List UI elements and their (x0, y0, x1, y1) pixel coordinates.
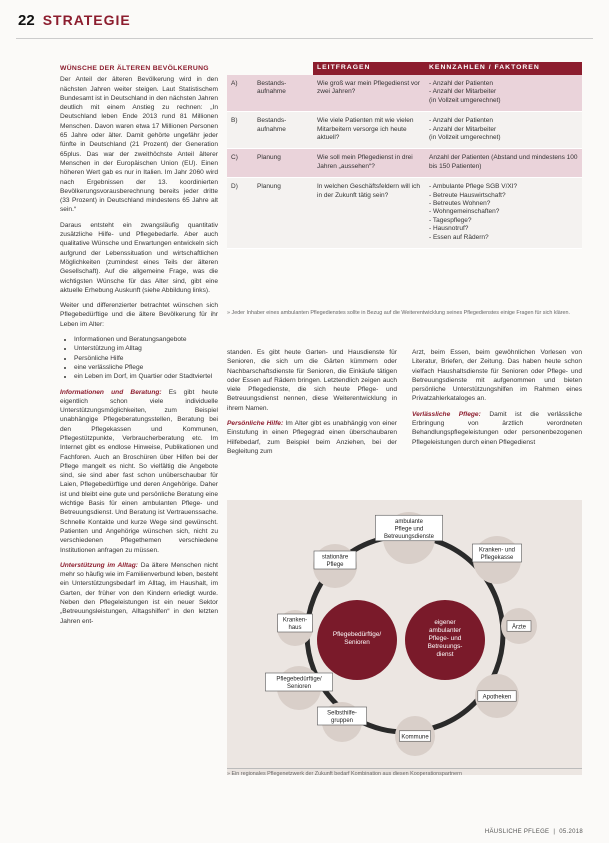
row-question: In welchen Geschäftsfeldern will ich in der Zukunft tätig sein? (313, 178, 425, 249)
paragraph (412, 410, 582, 447)
list-item: • eine verlässliche Pflege (74, 363, 218, 372)
right-column (412, 348, 582, 453)
issue-number: 05.2018 (559, 829, 583, 835)
row-phase: Planung (253, 178, 313, 249)
table-header-blank (227, 62, 313, 75)
label-aerzte: Ärzte (511, 624, 527, 631)
table-row (227, 149, 582, 178)
list-item: • Persönliche Hilfe (74, 354, 218, 363)
page-footer (485, 829, 583, 835)
wish-list (60, 335, 218, 381)
label-apotheken: Apotheken (482, 694, 512, 701)
lead-in: Informationen und Beratung: (60, 388, 162, 396)
label-pflegebeduerftige: Pflegebedürftige/ Senioren (276, 676, 322, 690)
label-selbsthilfegruppen: Selbsthilfe-gruppen (327, 710, 357, 724)
label-krankenhaus: Kranken-haus (282, 617, 308, 631)
paragraph: standen. Es gibt heute Garten- und Hausdienste für Senioren, die sich um die Gärten kümmern oder Nachbarschaftsdienste für Senioren, die Einkäufe tätigen oder Essen auf Rädern bringen. Letztendlich zeigen auch viele Pflegedienste, die sich heute Pflege- und Betreuungsdienst nennen, diese Weiterentwicklung in ihrem Namen. (227, 349, 397, 412)
paragraph: Daraus entsteht ein zwangsläufig quantitativ zusätzliche Hilfe- und Pflegebedarfe. Aber auch qualitative Wünsche und Erwartungen entwickeln sich aufgrund der Lebenssituation und wirtschaftlichen Möglichkeiten (zumindest eines Teils der älteren Gesellschaft). Auf die allgemeine Frage, was die wichtigsten Wünsche für das Alter sind, gibt eine aktuelle Erhebung Auskunft (siehe Abbildung links). (60, 221, 218, 294)
row-question: Wie soll mein Pflegedienst in drei Jahren „aussehen“? (313, 149, 425, 178)
row-phase: Planung (253, 149, 313, 178)
row-phase: Bestands- aufnahme (253, 75, 313, 112)
section-heading: WÜNSCHE DER ÄLTEREN BEVÖLKERUNG (60, 65, 209, 72)
section-title: STRATEGIE (42, 12, 131, 28)
middle-column (227, 348, 397, 462)
row-factors: - Anzahl der Patienten - Anzahl der Mitarbeiter (in Vollzeit umgerechnet) (425, 112, 582, 149)
network-diagram-svg (227, 500, 582, 762)
strategy-table (227, 62, 582, 249)
paragraph: Der Anteil der älteren Bevölkerung wird in den nächsten Jahren weiter steigen. Laut Statistischem Bundesamt ist in Deutschland in den nächsten Jahren deutlich mit einem Anstieg zu rechnen: „In Deutschland leben Ende 2013 rund 81 Millionen Menschen. Davon waren etwa 17 Millionen Personen 65 Jahre oder älter. Damit gehörte ungefähr jeder fünfte in Deutschland (21 Prozent) der Generation 65plus. Das war der zweithöchste Anteil älterer Menschen in der Europäischen Union (EU). Einen höheren Wert gab es nur in Italien. Im Jahr 2060 wird nach Ergebnissen der 13. koordinierten Bevölkerungsvorausberechnung bereits jeder dritte (33 Prozent) in Deutschland mindestens 65 Jahre alt sein.“ (60, 76, 218, 214)
table-row (227, 112, 582, 149)
paragraph (227, 419, 397, 456)
left-column (60, 64, 218, 632)
page-number: 22 (18, 11, 35, 29)
diagram-rule (227, 768, 582, 769)
row-question: Wie viele Patienten mit wie vielen Mitarbeitern versorge ich heute aktuell? (313, 112, 425, 149)
label-krankenkasse: Kranken- und Pflegekasse (478, 547, 516, 561)
paragraph: Weiter und differenzierter betrachtet wünschen sich Pflegebedürftige und die ältere Bevölkerung für ihr Leben im Alter: (60, 302, 218, 328)
row-id: A) (227, 75, 253, 112)
body-text: Damit ist die verlässliche Erbringung von ärztlich verordneten Behandlungspflegeleistungen oder personenbezogenen Pflegeleistungen durch einen Pflegedienst (412, 410, 583, 446)
row-question: Wie groß war mein Pflegedienst vor zwei Jahren? (313, 75, 425, 112)
table-header: KENNZAHLEN / FAKTOREN (425, 62, 582, 75)
paragraph: Arzt, beim Essen, beim gewöhnlichen Vorlesen von Literatur, Briefen, der Zeitung. Das haben heute schon vielfach Haushaltsdienste für Senioren oder Pflege- und Betreuungsdienste mit aufgenommen und bieten persönliche Unterstützungshilfen im Rahmen eines Privatzahlerkataloges an. (412, 349, 582, 403)
center-seniors-label: Pflegebedürftige/ Senioren (332, 631, 382, 646)
row-id: D) (227, 178, 253, 249)
body-text: Da ältere Menschen nicht mehr so häufig wie im Familienverbund leben, besteht ein Unterstützungsbedarf im Alltag, im Haushalt, im Garten, der früher von den Kindern erledigt wurde. Neben den Pflegeleistungen ist ein neuer Sektor „Betreuungsleistungen, Alltagshilfen“ in den letzten Jahren ent- (60, 561, 219, 625)
label-kommune: Kommune (401, 734, 429, 741)
row-factors: Anzahl der Patienten (Abstand und mindestens 100 bis 150 Patienten) (425, 149, 582, 178)
table-row (227, 178, 582, 249)
row-phase: Bestands- aufnahme (253, 112, 313, 149)
table-caption: » Jeder Inhaber eines ambulanten Pflegedienstes sollte in Bezug auf die Weiterentwicklung seines Pflegedienstes einige Fragen für sich klären. (227, 310, 571, 316)
row-id: B) (227, 112, 253, 149)
body-text: Im Alter gibt es unabhängig von einer Einstufung in einen Pflegegrad einen überschaubaren Hilfebedarf, zum Beispiel beim Anziehen, bei der Begleitung zum (227, 420, 398, 455)
label-stationaere-pflege: stationäre Pflege (321, 554, 349, 568)
lead-in: Unterstützung im Alltag: (60, 561, 139, 569)
row-id: C) (227, 149, 253, 178)
paragraph (60, 388, 218, 555)
footer-separator: | (553, 829, 556, 835)
magazine-name: HÄUSLICHE PFLEGE (484, 829, 550, 835)
page-header (18, 6, 131, 34)
row-factors: - Ambulante Pflege SGB V/XI? - Betreute Hauswirtschaft? - Betreutes Wohnen? - Wohngemeinschaften? - Tagespflege? - Hausnotruf? - Essen auf Rädern? (425, 178, 582, 249)
network-diagram (227, 500, 582, 775)
center-service-label: eigener ambulanter Pflege- und Betreuungs-dienst (427, 619, 463, 658)
table-header: LEITFRAGEN (313, 62, 425, 75)
diagram-caption: » Ein regionales Pflegenetzwerk der Zukunft bedarf Kombination aus diesen Kooperationspartnern (227, 771, 462, 777)
paragraph (60, 561, 218, 626)
body-text: Es gibt heute eigentlich schon viele individuelle Unterstützungsmöglichkeiten, zum Beispiel unabhängige Pflegeberatungsstellen, Beratung bei den Pflegekassen und Kommunen, Pflegestützpunkte, Verbraucherberatung etc. Im Internet gibt es endlose Hinweise, Publikationen und Fachforen. Auch an Broschüren über Hilfen bei der Pflege mangelt es nicht. So vielfältig die Angebote sind, sie sind aber fast schon unüberschaubar für Laien, Pflegebedürftige und deren Angehörige. Daher ist und bleibt eine gute und persönliche Beratung eine wichtige Basis für einen ambulanten Pflege- und Betreuungsdienst. Und Beratung ist Vertrauenssache. Schnelle Kontakte und kurze Wege sind gewünscht. Patienten und Angehörige wünschen sich, nicht zu verschiedenen Pflegethemen verschiedene Institutionen anfragen zu müssen. (60, 388, 218, 554)
list-item: • Informationen und Beratungsangebote (74, 335, 218, 344)
row-factors: - Anzahl der Patienten - Anzahl der Mitarbeiter (in Vollzeit umgerechnet) (425, 75, 582, 112)
lead-in: Verlässliche Pflege: (412, 410, 481, 418)
list-item: • Unterstützung im Alltag (74, 344, 218, 353)
header-rule (16, 38, 593, 39)
list-item: • ein Leben im Dorf, im Quartier oder Stadtviertel (74, 372, 218, 381)
lead-in: Persönliche Hilfe: (227, 420, 284, 428)
label-ambulante-pflege: ambulante Pflege und Betreuungsdienste (383, 518, 435, 540)
table-row (227, 75, 582, 112)
